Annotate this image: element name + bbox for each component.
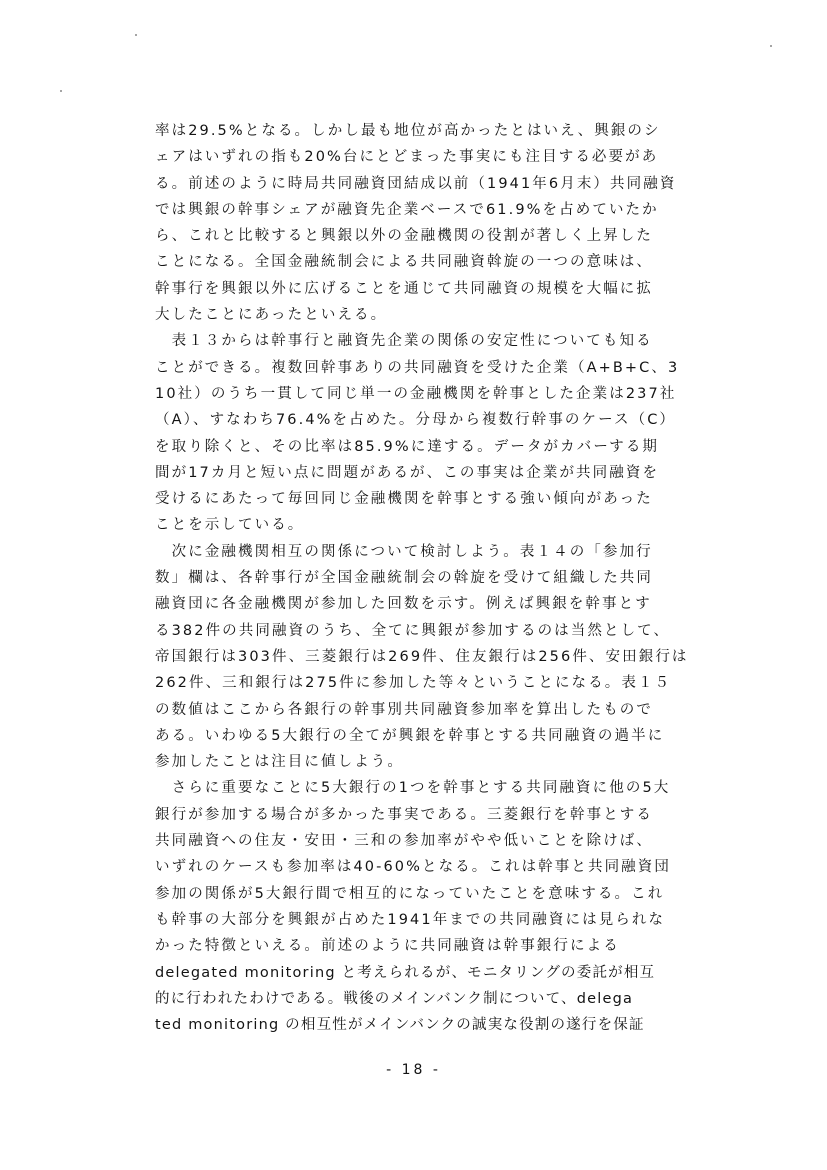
text-line: 受けるにあたって毎回同じ金融機関を幹事とする強い傾向があった bbox=[155, 491, 653, 508]
text-line: 参加の関係が5大銀行間で相互的になっていたことを意味する。これ bbox=[155, 885, 665, 902]
text-line: 表１３からは幹事行と融資先企業の関係の安定性についても知る bbox=[155, 333, 653, 350]
text-line: ら、これと比較すると興銀以外の金融機関の役割が著しく上昇した bbox=[155, 228, 653, 245]
scan-speck bbox=[60, 90, 62, 92]
text-line: 共同融資への住友・安田・三和の参加率がやや低いことを除けば、 bbox=[155, 833, 653, 850]
text-line: ted monitoring の相互性がメインバンクの誠実な役割の遂行を保証 bbox=[155, 1017, 645, 1034]
text-line: 銀行が参加する場合が多かった事実である。三菱銀行を幹事とする bbox=[155, 806, 653, 823]
text-line: 10社）のうち一貫して同じ単一の金融機関を幹事とした企業は237社 bbox=[155, 385, 677, 402]
page-number: - 18 - bbox=[386, 1062, 441, 1078]
text-line: ェアはいずれの指も20%台にとどまった事実にも注目する必要があ bbox=[155, 149, 659, 166]
text-line: る382件の共同融資のうち、全てに興銀が参加するのは当然として、 bbox=[155, 622, 671, 639]
text-line: ことになる。全国金融統制会による共同融資斡旋の一つの意味は、 bbox=[155, 254, 653, 271]
text-line: 融資団に各金融機関が参加した回数を示す。例えば興銀を幹事とす bbox=[155, 596, 652, 613]
text-line: （A）、すなわち76.4%を占めた。分母から複数行幹事のケース（C） bbox=[155, 412, 677, 429]
text-line: 帝国銀行は303件、三菱銀行は269件、住友銀行は256件、安田銀行は bbox=[155, 648, 689, 665]
text-line: ある。いわゆる5大銀行の全てが興銀を幹事とする共同融資の過半に bbox=[155, 727, 665, 744]
text-line: ことができる。複数回幹事ありの共同融資を受けた企業（A+B+C、3 bbox=[155, 359, 680, 376]
scan-speck bbox=[770, 45, 772, 47]
text-line: 262件、三和銀行は275件に参加した等々ということになる。表１５ bbox=[155, 675, 672, 692]
text-line: も幹事の大部分を興銀が占めた1941年までの共同融資には見られな bbox=[155, 911, 666, 928]
text-line: 参加したことは注目に値しよう。 bbox=[155, 754, 404, 771]
text-line: delegated monitoring と考えられるが、モニタリングの委託が相互 bbox=[155, 964, 656, 981]
text-line: 間が17カ月と短い点に問題があるが、この事実は企業が共同融資を bbox=[155, 464, 660, 481]
text-line: の数値はここから各銀行の幹事別共同融資参加率を算出したもので bbox=[155, 701, 653, 718]
text-line: ことを示している。 bbox=[155, 517, 305, 534]
text-line: いずれのケースも参加率は40-60%となる。これは幹事と共同融資団 bbox=[155, 859, 671, 876]
text-line: 幹事行を興銀以外に広げることを通じて共同融資の規模を大幅に拡 bbox=[155, 280, 653, 297]
body-text bbox=[155, 118, 690, 1038]
scan-speck bbox=[135, 34, 137, 36]
text-line: 数」欄は、各幹事行が全国金融統制会の斡旋を受けて組織した共同 bbox=[155, 570, 653, 587]
text-line: 次に金融機関相互の関係について検討しよう。表１４の「参加行 bbox=[155, 543, 653, 560]
text-line: かった特徴といえる。前述のように共同融資は幹事銀行による bbox=[155, 938, 620, 955]
text-line: 大したことにあったといえる。 bbox=[155, 307, 388, 324]
text-line: を取り除くと、その比率は85.9%に達する。データがカバーする期 bbox=[155, 438, 660, 455]
text-line: 率は29.5%となる。しかし最も地位が高かったとはいえ、興銀のシ bbox=[155, 123, 661, 139]
text-line: 的に行われたわけである。戦後のメインバンク制について、delega bbox=[155, 990, 634, 1007]
text-line: では興銀の幹事シェアが融資先企業ベースで61.9%を占めていたか bbox=[155, 201, 659, 218]
text-line: る。前述のように時局共同融資団結成以前（1941年6月末）共同融資 bbox=[155, 175, 677, 192]
text-line: さらに重要なことに5大銀行の1つを幹事とする共同融資に他の5大 bbox=[155, 780, 671, 797]
